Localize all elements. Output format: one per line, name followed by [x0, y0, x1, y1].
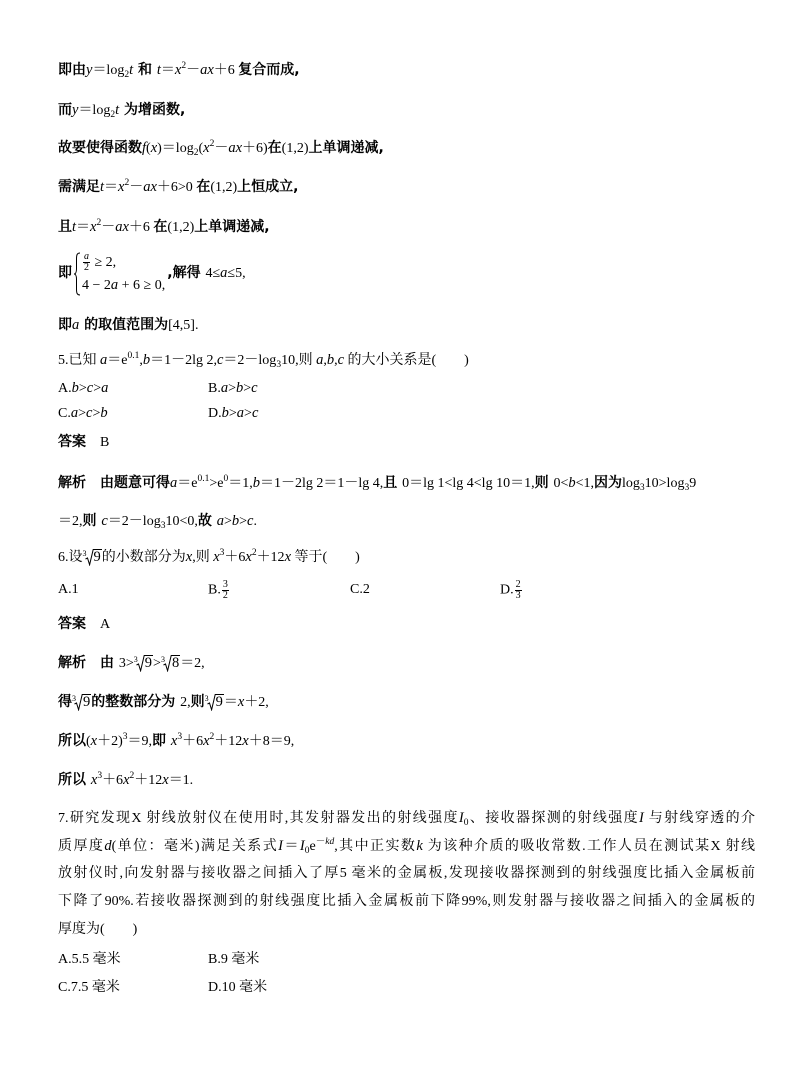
bold-text-run: 所以 [58, 733, 86, 749]
subscript: 3 [684, 483, 690, 493]
math-variable: b [71, 380, 79, 396]
text-run: － [101, 220, 116, 235]
math-variable: a [216, 513, 224, 529]
q7-options-row-2 [58, 978, 738, 998]
q5-stem [58, 350, 469, 370]
text-run: (1,2) [167, 220, 195, 235]
text-run: 等于( ) [291, 550, 360, 565]
math-variable: x [150, 140, 158, 156]
bold-text-run: 的整数部分为 [91, 694, 181, 710]
math-variable: t [100, 179, 105, 195]
text-run: ≥ 2, [91, 254, 117, 270]
radical-sign-icon [204, 694, 216, 711]
math-variable: x [213, 549, 220, 565]
text-run: B.9 毫米 [208, 952, 260, 967]
math-variable: I [299, 838, 305, 854]
math-variable: b [142, 352, 151, 368]
text-run: ＝2－log [223, 353, 277, 368]
text-run: > [78, 381, 87, 396]
superscript: 2 [181, 61, 187, 71]
superscript: 2 [251, 548, 257, 558]
bold-text-run: 且 [383, 475, 403, 491]
radicand: 9 [83, 694, 91, 710]
text-run: ( [146, 141, 151, 156]
text-run: 10<0, [165, 514, 198, 529]
q5-options-row-1 [58, 378, 738, 398]
math-variable: ax [200, 62, 214, 78]
equation-row [82, 274, 165, 296]
math-variable: x [123, 772, 130, 788]
math-variable: y [72, 102, 79, 118]
text-run: >e [209, 476, 224, 491]
math-variable: t [72, 219, 77, 235]
text-run: ＋6 [102, 773, 124, 788]
q4-solution-line-5 [58, 217, 270, 237]
text-run: 下降了90%.若接收器探测到的射线强度比插入金属板前下降99%,则发射器与接收器之间插入的金属板的 [58, 894, 755, 909]
text-run: A. [58, 381, 72, 396]
math-variable: a [220, 265, 228, 281]
fraction-numerator: a [84, 251, 89, 263]
cube-root [134, 655, 153, 672]
italic-superscript: kd [325, 837, 335, 847]
text-run: 与射线穿透的介 [643, 811, 756, 826]
text-run: 10>log [644, 476, 685, 491]
text-run: 6.设 [58, 550, 83, 565]
text-run: > [244, 406, 252, 421]
text-run: ＋2, [244, 695, 269, 710]
bold-text-run: 复合而成, [238, 62, 300, 78]
math-variable: x [90, 733, 98, 749]
subscript: 3 [276, 360, 282, 370]
text-run: ＋6 [128, 220, 154, 235]
bold-text-run: 答案 [58, 434, 86, 450]
text-run: ＝2, [180, 656, 205, 671]
math-variable: x [170, 733, 178, 749]
equation-rows [82, 252, 165, 296]
math-variable: a [100, 352, 108, 368]
math-variable: I [458, 810, 464, 826]
text-run: D. [500, 582, 514, 598]
text-run: 5.已知 [58, 353, 100, 368]
text-run: ＋6 [182, 734, 204, 749]
math-variable: ax [143, 179, 157, 195]
radicand: 9 [93, 549, 101, 565]
math-variable: x [174, 62, 182, 78]
root-index: 3 [160, 655, 165, 664]
q7-stem-line-2 [58, 836, 755, 856]
text-run: ＋12 [214, 734, 243, 749]
q7-stem-line-4 [58, 892, 755, 912]
q5-option-a [58, 378, 108, 399]
text-run: (1,2) [281, 141, 309, 156]
text-run: (单位：毫米)满足关系式 [111, 839, 279, 854]
math-variable: b [326, 352, 335, 368]
bold-text-run: 在 [153, 219, 168, 235]
math-variable: x [162, 772, 169, 788]
fraction-denominator: 2 [84, 262, 89, 274]
math-variable: c [247, 513, 254, 529]
text-run: <1, [575, 476, 595, 491]
bold-text-run: 故要使得函数 [58, 140, 142, 156]
text-run: ＋8＝9, [248, 734, 295, 749]
q7-option-c [58, 978, 120, 998]
text-run: B [86, 435, 110, 450]
q6-option-d [500, 580, 523, 601]
bold-text-run: 即 [58, 317, 72, 333]
text-run: C.2 [350, 582, 370, 597]
bold-text-run: 上单调递减, [194, 219, 270, 235]
text-run: 3> [118, 656, 134, 671]
math-variable: c [251, 405, 259, 421]
superscript: 0.1 [197, 474, 210, 484]
equation-system [73, 252, 165, 296]
q6-option-b [208, 580, 230, 601]
math-variable: I [639, 810, 644, 826]
q5-analysis-line-1 [58, 473, 696, 493]
math-variable: c [251, 380, 258, 396]
fraction [222, 580, 229, 601]
root-index: 3 [133, 655, 138, 664]
math-variable: b [236, 380, 244, 396]
bold-text-run: 上单调递减, [308, 140, 384, 156]
text-run: ＋6 [213, 63, 239, 78]
math-variable: c [216, 352, 224, 368]
text-run: ＋6) [242, 141, 268, 156]
radical-sign-icon [82, 549, 94, 566]
math-variable: x [90, 772, 98, 788]
bold-text-run: 即 [58, 265, 72, 281]
q4-solution-line-1 [58, 60, 300, 80]
text-run: 为该种介质的吸收常数.工作人员在测试某X 射线 [422, 839, 756, 854]
math-variable: a [70, 405, 79, 421]
math-variable: c [86, 380, 94, 396]
superscript: 2 [96, 218, 102, 228]
text-run: > [223, 514, 232, 529]
text-run: > [239, 514, 248, 529]
q6-options-row [58, 580, 738, 600]
text-run: ＝1. [168, 773, 194, 788]
q6-option-a [58, 580, 79, 600]
radicand: 9 [144, 655, 153, 671]
radicand: 9 [215, 694, 223, 710]
bold-text-run: 答案 [58, 616, 86, 632]
bold-text-run: 即 [152, 733, 171, 749]
q5-answer [58, 432, 109, 452]
math-variable: t [156, 62, 161, 78]
text-run: )＝log [157, 141, 194, 156]
math-variable: t [115, 102, 120, 118]
bold-text-run: 上恒成立, [237, 179, 299, 195]
text-run: 7.研究发现X 射线放射仪在使用时,其发射器发出的射线强度 [58, 811, 459, 826]
q4-solution-line-4 [58, 177, 298, 197]
q7-stem-line-5 [58, 920, 137, 940]
text-run: > [228, 381, 236, 396]
text-run: ＝log [78, 103, 111, 118]
math-variable: k [416, 838, 423, 854]
bold-text-run: 在 [267, 140, 282, 156]
text-run: > [153, 656, 161, 671]
text-run: , [139, 353, 143, 368]
text-run: B. [208, 381, 221, 396]
root-index: 3 [82, 549, 87, 558]
text-run: ( [198, 141, 204, 156]
text-run: ＋2) [97, 734, 123, 749]
text-run: D.10 毫米 [208, 980, 268, 995]
text-run: A.1 [58, 582, 79, 597]
superscript: 0 [223, 474, 229, 484]
equation-row [82, 252, 165, 274]
text-run: 、接收器探测的射线强度 [468, 811, 640, 826]
math-variable: I [278, 838, 284, 854]
text-run: 0＝lg 1<lg 4<lg 10＝1, [402, 476, 535, 491]
text-run: ＝e [107, 353, 128, 368]
cube-root [161, 655, 180, 672]
math-variable: y [86, 62, 93, 78]
math-variable: x [245, 549, 252, 565]
superscript: 2 [209, 732, 215, 742]
math-variable: x [242, 733, 249, 749]
bold-text-run: 则 [534, 475, 554, 491]
text-run: C.7.5 毫米 [58, 980, 120, 995]
q4-solution-system [58, 251, 246, 295]
bold-text-run: 和 [133, 62, 157, 78]
math-variable: b [568, 475, 576, 491]
text-run: ＝1－2lg 2＝1－lg 4, [259, 476, 384, 491]
bold-text-run: 的取值范围为 [79, 317, 169, 333]
text-run: ,则 [192, 550, 214, 565]
text-run: > [78, 406, 86, 421]
text-run: 4 − 2 [82, 277, 111, 293]
text-run: B. [208, 582, 221, 598]
text-run: . [253, 514, 257, 529]
cube-root [72, 694, 91, 711]
subscript: 2 [193, 148, 199, 158]
text-run: 放射仪时,向发射器与接收器之间插入了厚5 毫米的金属板,发现接收器探测到的射线强度比插入金属板前 [58, 866, 755, 881]
root-index: 3 [204, 694, 209, 703]
text-run: ＝2－log [107, 514, 161, 529]
text-run: 9 [689, 476, 697, 491]
q7-option-d [208, 978, 267, 998]
math-variable: b [221, 405, 229, 421]
q5-option-d [208, 403, 258, 424]
text-run: D. [208, 406, 222, 421]
text-run: 4≤ [205, 266, 221, 281]
bold-text-run: 为增函数, [119, 102, 186, 118]
text-run: ≤5, [227, 266, 246, 281]
text-run: ＋12 [256, 550, 285, 565]
bold-text-run: 且 [58, 219, 72, 235]
text-run: ＝ [160, 63, 175, 78]
subscript: 3 [639, 483, 645, 493]
q5-option-c [58, 403, 108, 424]
math-variable: a [220, 380, 229, 396]
cube-root [83, 549, 102, 566]
bold-text-run: 因为 [594, 475, 623, 491]
text-run: 的小数部分为 [101, 550, 186, 565]
text-run: A.5.5 毫米 [58, 952, 121, 967]
text-run: A [86, 617, 111, 632]
superscript: － [315, 837, 326, 847]
radical-sign-icon [133, 655, 145, 672]
math-variable: a [110, 276, 119, 293]
text-run: (1,2) [210, 180, 238, 195]
bold-text-run: ,解得 [167, 265, 206, 281]
q5-analysis-line-2 [58, 511, 257, 531]
text-run: ＝ [283, 839, 300, 854]
text-run: > [243, 381, 252, 396]
text-run: log [622, 476, 640, 491]
q4-solution-line-2 [58, 100, 185, 120]
bold-text-run: 故 [197, 513, 217, 529]
text-run: ,其中正实数 [334, 839, 417, 854]
text-run: 厚度为( ) [58, 922, 138, 937]
q6-stem [58, 547, 360, 567]
subscript: 0 [463, 818, 469, 828]
superscript: 3 [177, 732, 183, 742]
bold-text-run: 得 [58, 694, 72, 710]
text-run: C. [58, 406, 71, 421]
q6-answer [58, 614, 110, 634]
text-run: e [309, 839, 316, 854]
text-run: ＝ [104, 180, 119, 195]
subscript: 0 [304, 846, 310, 856]
text-run: [4,5]. [168, 318, 199, 333]
superscript: 2 [129, 771, 135, 781]
bold-text-run: 则 [82, 513, 102, 529]
math-variable: b [100, 405, 108, 421]
bold-text-run: 则 [190, 694, 205, 710]
text-run: > [93, 381, 102, 396]
math-variable: t [129, 62, 134, 78]
math-variable: b [252, 475, 260, 491]
text-run: ＋12 [134, 773, 163, 788]
superscript: 3 [97, 771, 103, 781]
radicand: 8 [171, 655, 180, 671]
bold-text-run: 解析 由题意可得 [58, 475, 170, 491]
text-run: 2, [180, 695, 191, 710]
math-variable: x [237, 694, 245, 710]
superscript: 3 [122, 732, 128, 742]
text-run: 的大小关系是( ) [344, 353, 469, 368]
q4-solution-line-3 [58, 138, 384, 158]
math-variable: x [118, 179, 125, 195]
q7-stem-line-3 [58, 864, 755, 884]
q7-stem-line-1 [58, 808, 755, 828]
math-variable: a [316, 352, 324, 368]
left-brace-icon [73, 252, 81, 296]
math-variable: a [72, 317, 80, 333]
math-variable: x [203, 733, 210, 749]
text-run: ＝log [92, 63, 125, 78]
bold-text-run: 即由 [58, 62, 86, 78]
q7-options-row-1 [58, 950, 738, 970]
bold-text-run: 解析 由 [58, 655, 119, 671]
q7-option-b [208, 950, 259, 970]
superscript: 2 [124, 178, 130, 188]
superscript: 0.1 [127, 351, 140, 361]
q5-options-row-2 [58, 403, 738, 423]
math-variable: x [185, 549, 193, 565]
text-run: + 6 ≥ 0, [118, 277, 166, 293]
fraction-denominator: 3 [515, 590, 521, 601]
subscript: 3 [160, 521, 166, 531]
text-run: ＝e [177, 476, 198, 491]
text-run: > [92, 406, 101, 421]
bold-text-run: 而 [58, 102, 72, 118]
math-variable: x [90, 219, 97, 235]
bold-text-run: 需满足 [58, 179, 100, 195]
text-run: － [186, 63, 201, 78]
root-index: 3 [72, 694, 76, 703]
math-variable: a [101, 380, 109, 396]
q6-analysis-line-3 [58, 731, 294, 751]
fraction-numerator: 2 [515, 579, 521, 590]
text-run: ＝1－2lg 2, [150, 353, 217, 368]
text-run: ＝9, [127, 734, 153, 749]
math-variable: ax [115, 219, 129, 235]
fraction-denominator: 2 [222, 590, 228, 601]
text-run: － [214, 141, 229, 156]
text-run: , [323, 353, 327, 368]
text-run: , [334, 353, 338, 368]
cube-root [205, 694, 224, 711]
text-run: ＝2, [58, 514, 83, 529]
q6-analysis-line-1 [58, 653, 205, 673]
math-variable: c [101, 513, 108, 529]
text-run: > [228, 406, 237, 421]
text-run: － [129, 180, 144, 195]
text-run: ＋6>0 [156, 180, 197, 195]
math-variable: c [337, 352, 344, 368]
text-run: 0< [553, 476, 569, 491]
math-variable: ax [228, 140, 242, 156]
math-variable: a [170, 475, 178, 491]
bold-text-run: 所以 [58, 772, 91, 788]
subscript: 2 [110, 110, 116, 120]
q6-analysis-line-4 [58, 770, 193, 790]
math-variable: c [86, 405, 93, 421]
fraction-numerator: 3 [222, 579, 228, 590]
text-run: 10,则 [281, 353, 317, 368]
math-variable: x [284, 549, 291, 565]
text-run: 质厚度 [58, 839, 105, 854]
fraction [515, 580, 522, 601]
math-variable: a [236, 405, 245, 421]
math-variable: b [231, 513, 240, 529]
superscript: 2 [209, 139, 215, 149]
text-run: ＝ [223, 695, 238, 710]
text-run: ＋6 [224, 550, 246, 565]
math-variable: x [203, 140, 210, 156]
q6-option-c [350, 580, 370, 600]
fraction [83, 252, 90, 273]
bold-text-run: 在 [196, 179, 211, 195]
q5-option-b [208, 378, 258, 399]
math-variable: f [142, 140, 147, 156]
radical-sign-icon [74, 694, 83, 711]
q7-option-a [58, 950, 121, 970]
text-run: ＝ [76, 220, 91, 235]
radical-sign-icon [160, 655, 172, 672]
text-run: ( [86, 734, 91, 749]
superscript: 3 [219, 548, 225, 558]
q4-solution-conclusion [58, 315, 198, 335]
text-run: ＝1, [228, 476, 253, 491]
q6-analysis-line-2 [58, 692, 269, 712]
math-variable: d [104, 838, 112, 854]
subscript: 2 [124, 70, 130, 80]
